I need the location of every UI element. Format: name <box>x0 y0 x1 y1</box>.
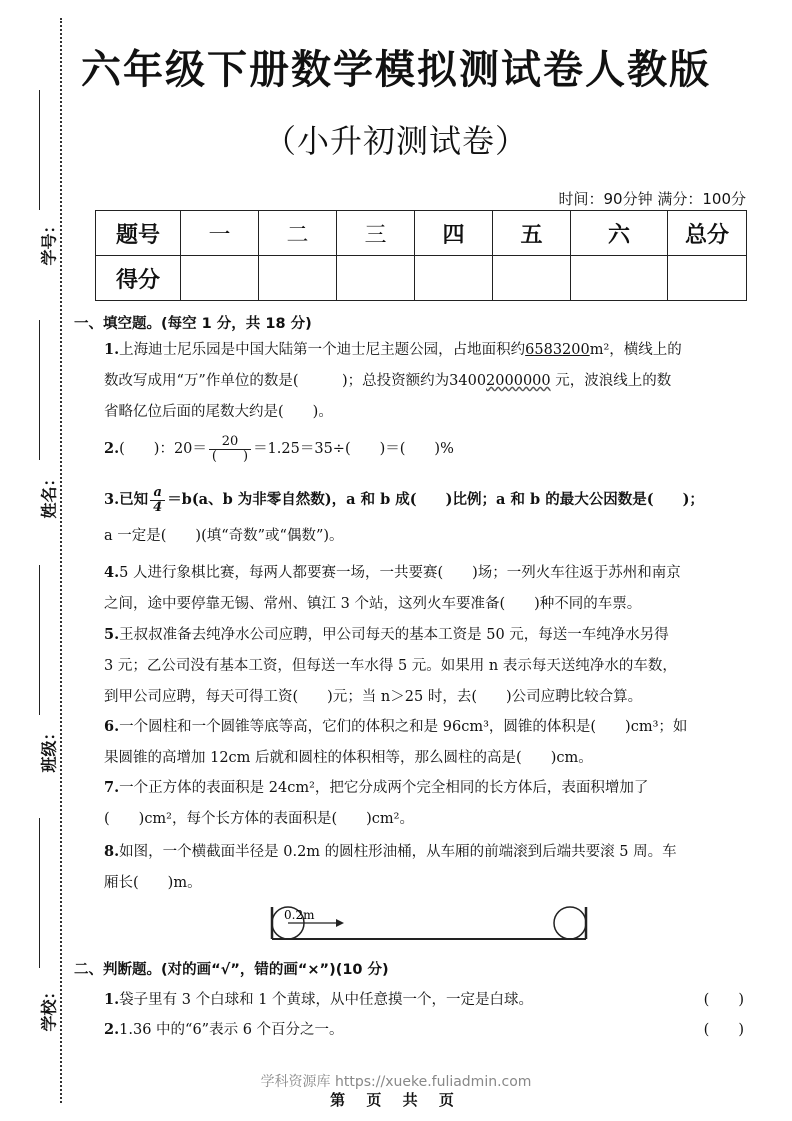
question-number: 3. <box>104 491 120 508</box>
score-table <box>95 210 747 301</box>
question-6 <box>104 711 740 774</box>
question-7 <box>104 772 740 835</box>
question-number: 2. <box>104 1021 120 1038</box>
question-6-line2: 果圆锥的高增加 12cm 后就和圆柱的体积相等，那么圆柱的高是( )cm。 <box>104 750 593 766</box>
header-cell: 一 <box>181 211 259 256</box>
question-4 <box>104 557 740 620</box>
name-label: 姓名： <box>39 470 59 519</box>
score-table-score-row <box>96 256 747 301</box>
fraction-numerator: 20 <box>209 435 251 450</box>
score-cell[interactable] <box>337 256 415 301</box>
score-cell[interactable] <box>259 256 337 301</box>
question-7-line1 <box>104 772 740 804</box>
time-and-score-info: 时间：90分钟 满分：100分 <box>558 190 746 208</box>
question-6-line1 <box>104 711 740 743</box>
question-5-line3: 到甲公司应聘，每天可得工资( )元；当 n＞25 时，去( )公司应聘比较合算。 <box>104 689 643 705</box>
section1-heading: 一、填空题。(每空 1 分，共 18 分) <box>74 316 312 332</box>
question-3-line1 <box>104 484 740 515</box>
question-text: 已知 <box>119 491 149 508</box>
question-4-line1 <box>104 557 740 589</box>
score-row-label: 得分 <box>96 256 181 301</box>
side-field-class <box>14 565 59 785</box>
oil-barrel-end <box>554 907 586 939</box>
question-number: 5. <box>104 626 120 643</box>
question-5 <box>104 619 740 713</box>
fraction-denominator: ( ) <box>211 448 249 464</box>
source-watermark: 学科资源库 https://xueke.fuliadmin.com <box>260 1074 532 1090</box>
section2-heading: 二、判断题。(对的画“√”，错的画“×”)(10 分) <box>74 962 389 978</box>
header-cell: 二 <box>259 211 337 256</box>
question-text: 上海迪士尼乐园是中国大陆第一个迪士尼主题公园，占地面积约 <box>119 342 526 358</box>
side-field-name <box>14 320 59 530</box>
school-label: 学校： <box>39 983 59 1032</box>
binding-dotted-line <box>60 18 62 1103</box>
fraction-denominator: 4 <box>153 499 163 515</box>
question-text: 王叔叔准备去纯净水公司应聘，甲公司每天的基本工资是 50 元，每送一车纯净水另得 <box>119 627 669 643</box>
question-number: 4. <box>104 564 120 581</box>
radius-label: 0.2m <box>284 908 315 922</box>
score-cell[interactable] <box>181 256 259 301</box>
question-2 <box>104 433 740 465</box>
header-cell: 五 <box>493 211 571 256</box>
question-number: 1. <box>104 341 120 358</box>
question-8 <box>104 836 740 899</box>
question-text: 数改写成用“万”作单位的数是( )；总投资额约为 <box>104 373 450 389</box>
fraction <box>209 435 251 464</box>
side-field-school <box>14 818 59 1038</box>
score-cell[interactable] <box>415 256 493 301</box>
page-subtitle: （小升初测试卷） <box>263 122 528 160</box>
truck-bed-figure <box>268 905 590 941</box>
question-number: 8. <box>104 843 120 860</box>
fraction-numerator: a <box>150 486 165 501</box>
question-1 <box>104 334 740 428</box>
header-cell: 四 <box>415 211 493 256</box>
question-number: 6. <box>104 718 120 735</box>
question-text: m²，横线上的 <box>589 342 682 358</box>
fraction <box>150 486 165 515</box>
question-text: 一个圆柱和一个圆锥等底等高，它们的体积之和是 96cm³，圆锥的体积是( )cm³；如 <box>119 719 688 735</box>
student-no-label: 学号： <box>39 217 59 266</box>
question-text: ＝1.25＝35÷( )＝( )% <box>253 441 454 457</box>
question-8-line1 <box>104 836 740 868</box>
underlined-number: 6583200 <box>525 342 590 358</box>
page-title: 六年级下册数学模拟测试卷人教版 <box>81 47 711 93</box>
judge-item <box>104 1018 744 1039</box>
score-cell[interactable] <box>493 256 571 301</box>
header-cell: 题号 <box>96 211 181 256</box>
class-write-line[interactable] <box>39 565 40 715</box>
question-number: 1. <box>104 991 120 1008</box>
question-5-line2: 3 元；乙公司没有基本工资，但每送一车水得 5 元。如果用 n 表示每天送纯净水的车数， <box>104 658 677 674</box>
radius-arrowhead <box>336 919 344 927</box>
name-write-line[interactable] <box>39 320 40 460</box>
header-cell: 六 <box>571 211 668 256</box>
question-number: 2. <box>104 440 120 457</box>
question-3 <box>104 484 740 552</box>
class-label: 班级： <box>39 724 59 773</box>
judge-item <box>104 988 744 1009</box>
question-8-line2: 厢长( )m。 <box>104 875 202 891</box>
score-cell[interactable] <box>668 256 747 301</box>
question-1-line1 <box>104 334 740 366</box>
school-write-line[interactable] <box>39 818 40 968</box>
question-3-line2: a 一定是( )(填“奇数”或“偶数”)。 <box>104 528 344 544</box>
header-cell: 三 <box>337 211 415 256</box>
answer-parentheses[interactable]: ( ) <box>703 1022 744 1038</box>
question-number: 7. <box>104 779 120 796</box>
question-1-line2 <box>104 366 740 397</box>
header-cell: 总分 <box>668 211 747 256</box>
score-table-header-row <box>96 211 747 256</box>
question-text: 元，波浪线上的数 <box>550 373 672 389</box>
question-4-line2: 之间，途中要停靠无锡、常州、镇江 3 个站，这列火车要准备( )种不同的车票。 <box>104 596 642 612</box>
answer-parentheses[interactable]: ( ) <box>703 992 744 1008</box>
question-text: 5 人进行象棋比赛，每两人都要赛一场，一共要赛( )场；一列火车往返于苏州和南京 <box>119 565 681 581</box>
judge-text: 袋子里有 3 个白球和 1 个黄球，从中任意摸一个，一定是白球。 <box>119 992 534 1008</box>
question-text: 如图，一个横截面半径是 0.2m 的圆柱形油桶，从车厢的前端滚到后端共要滚 5 周。车 <box>119 844 677 860</box>
question-text: ( )：20＝ <box>119 441 207 457</box>
question-5-line1 <box>104 619 740 651</box>
question-text: 3400 <box>449 373 487 389</box>
question-1-line3: 省略亿位后面的尾数大约是( )。 <box>104 404 333 420</box>
question-text: ＝b(a、b 为非零自然数)，a 和 b 成( )比例；a 和 b 的最大公因数是( )； <box>167 491 704 508</box>
page-number: 第 页 共 页 <box>330 1091 462 1109</box>
score-cell[interactable] <box>571 256 668 301</box>
question-text: 一个正方体的表面积是 24cm²，把它分成两个完全相同的长方体后，表面积增加了 <box>119 780 649 796</box>
judge-text: 1.36 中的“6”表示 6 个百分之一。 <box>119 1022 344 1038</box>
wavy-underlined-number: 2000000 <box>486 373 551 389</box>
question-7-line2: ( )cm²，每个长方体的表面积是( )cm²。 <box>104 811 414 827</box>
